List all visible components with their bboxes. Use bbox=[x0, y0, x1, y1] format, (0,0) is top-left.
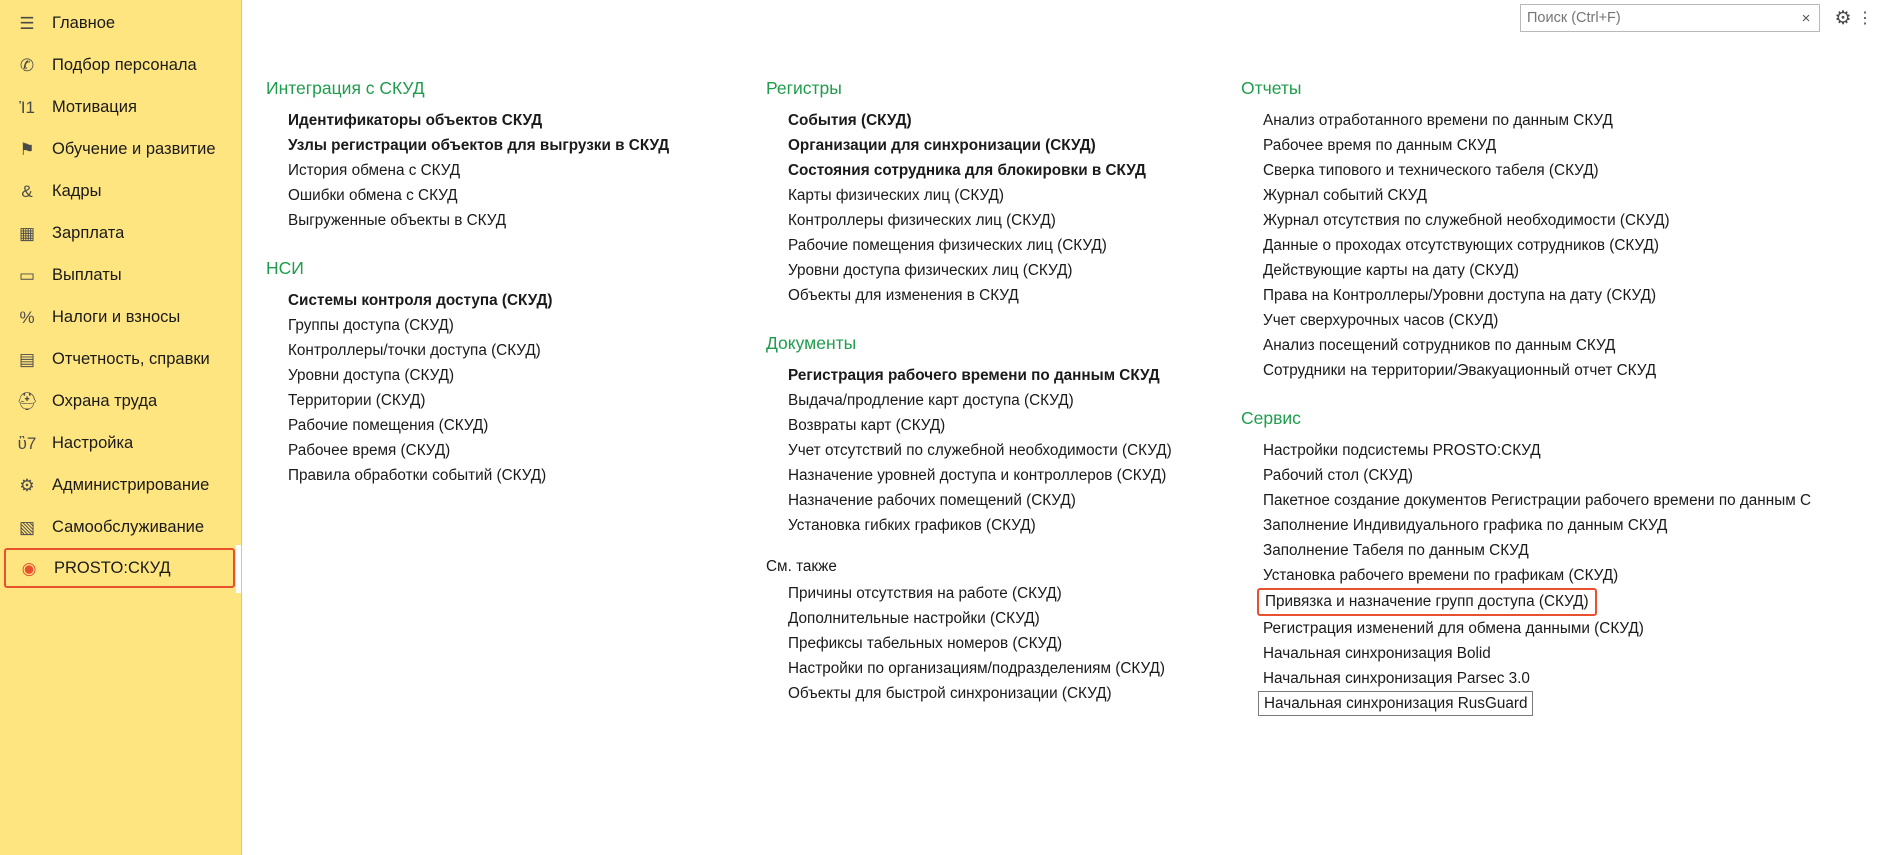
nav-link[interactable]: Настройки подсистемы PROSTO:СКУД bbox=[1263, 442, 1541, 459]
group-title: Документы bbox=[766, 333, 857, 353]
column-integration bbox=[266, 78, 766, 741]
nav-link[interactable]: Объекты для изменения в СКУД bbox=[788, 287, 1019, 304]
sidebar-item-label: PROSTO:СКУД bbox=[54, 558, 171, 577]
sidebar-item-label: Кадры bbox=[52, 181, 102, 200]
nav-link[interactable]: Начальная синхронизация Bolid bbox=[1263, 645, 1491, 662]
link-group bbox=[1241, 78, 1881, 383]
nav-link[interactable]: Выгруженные объекты в СКУД bbox=[288, 212, 507, 229]
search-input[interactable] bbox=[1521, 5, 1793, 31]
sidebar-item-0[interactable] bbox=[0, 2, 241, 44]
sidebar-item-label: Самообслуживание bbox=[52, 517, 205, 536]
gear-icon: ⚙ bbox=[19, 475, 35, 495]
nav-link[interactable]: Учет сверхурочных часов (СКУД) bbox=[1263, 312, 1499, 329]
nav-link[interactable]: Контроллеры физических лиц (СКУД) bbox=[788, 212, 1056, 229]
group-title: НСИ bbox=[266, 258, 304, 278]
nav-link[interactable]: Причины отсутствия на работе (СКУД) bbox=[788, 585, 1062, 602]
sidebar-item-label: Налоги и взносы bbox=[52, 307, 181, 326]
sidebar-item-label: Настройка bbox=[52, 433, 134, 452]
nav-link[interactable]: Настройки по организациям/подразделениям (СКУД) bbox=[788, 660, 1165, 677]
wrench-icon: ὒ7 bbox=[17, 433, 37, 453]
nav-link[interactable]: Начальная синхронизация RusGuard bbox=[1258, 691, 1533, 716]
nav-link[interactable]: Установка рабочего времени по графикам (СКУД) bbox=[1263, 567, 1619, 584]
grid-icon: ▦ bbox=[18, 223, 36, 243]
search-box[interactable] bbox=[1520, 4, 1820, 32]
sidebar-item-label: Выплаты bbox=[52, 265, 122, 284]
navigation-columns bbox=[266, 78, 1882, 741]
nav-link[interactable]: Рабочие помещения (СКУД) bbox=[288, 417, 489, 434]
nav-link[interactable]: Права на Контроллеры/Уровни доступа на дату (СКУД) bbox=[1263, 287, 1657, 304]
graduation-cap-icon: ⚑ bbox=[19, 139, 35, 159]
link-group bbox=[766, 78, 1241, 308]
sidebar-item-9[interactable] bbox=[0, 380, 241, 422]
sidebar-item-label: Главное bbox=[52, 13, 116, 32]
nav-link[interactable]: Возвраты карт (СКУД) bbox=[788, 417, 946, 434]
link-group bbox=[266, 258, 766, 488]
nav-link[interactable]: Начальная синхронизация Parsec 3.0 bbox=[1263, 670, 1530, 687]
nav-link[interactable]: Рабочие помещения физических лиц (СКУД) bbox=[788, 237, 1107, 254]
nav-link[interactable]: Заполнение Индивидуального графика по данным СКУД bbox=[1263, 517, 1668, 534]
sidebar-item-3[interactable] bbox=[0, 128, 241, 170]
nav-link[interactable]: Ошибки обмена с СКУД bbox=[288, 187, 458, 204]
nav-link[interactable]: Организации для синхронизации (СКУД) bbox=[788, 137, 1096, 154]
nav-link[interactable]: Уровни доступа физических лиц (СКУД) bbox=[788, 262, 1073, 279]
sidebar-item-label: Зарплата bbox=[52, 223, 125, 242]
nav-link[interactable]: Назначение уровней доступа и контроллеров (СКУД) bbox=[788, 467, 1167, 484]
nav-link[interactable]: Узлы регистрации объектов для выгрузки в СКУД bbox=[288, 137, 670, 154]
group-title: Интеграция с СКУД bbox=[266, 78, 425, 98]
column-reports bbox=[1241, 78, 1881, 741]
card-icon: ▧ bbox=[18, 517, 36, 537]
gift-icon: Ἰ1 bbox=[19, 97, 35, 117]
sidebar-item-11[interactable] bbox=[0, 464, 241, 506]
nav-link[interactable]: Выдача/продление карт доступа (СКУД) bbox=[788, 392, 1074, 409]
nav-link[interactable]: Рабочее время по данным СКУД bbox=[1263, 137, 1497, 154]
nav-link[interactable]: Объекты для быстрой синхронизации (СКУД) bbox=[788, 685, 1112, 702]
nav-link[interactable]: Журнал событий СКУД bbox=[1263, 187, 1428, 204]
nav-link[interactable]: Дополнительные настройки (СКУД) bbox=[788, 610, 1040, 627]
see-also-heading: См. также bbox=[766, 558, 837, 575]
group-title: Сервис bbox=[1241, 408, 1301, 428]
nav-link[interactable]: Префиксы табельных номеров (СКУД) bbox=[788, 635, 1063, 652]
helmet-icon: ⛑ bbox=[16, 391, 38, 411]
sidebar-item-label: Администрирование bbox=[52, 475, 210, 494]
sidebar-item-label: Обучение и развитие bbox=[52, 139, 216, 158]
nav-link[interactable]: Территории (СКУД) bbox=[288, 392, 426, 409]
sidebar-active-indicator bbox=[236, 545, 241, 593]
sidebar-item-label: Охрана труда bbox=[52, 391, 158, 410]
nav-link[interactable]: Рабочий стол (СКУД) bbox=[1263, 467, 1413, 484]
sidebar bbox=[0, 0, 242, 855]
nav-link[interactable]: Журнал отсутствия по служебной необходимости (СКУД) bbox=[1263, 212, 1670, 229]
hamburger-icon: ☰ bbox=[19, 13, 35, 33]
nav-link[interactable]: Установка гибких графиков (СКУД) bbox=[788, 517, 1036, 534]
nav-link[interactable]: События (СКУД) bbox=[788, 112, 912, 129]
nav-link[interactable]: Рабочее время (СКУД) bbox=[288, 442, 451, 459]
sidebar-items bbox=[0, 2, 241, 588]
sidebar-item-1[interactable] bbox=[0, 44, 241, 86]
sidebar-item-label: Подбор персонала bbox=[52, 55, 197, 74]
sidebar-item-8[interactable] bbox=[0, 338, 241, 380]
megaphone-icon: ✆ bbox=[19, 55, 35, 75]
sidebar-item-4[interactable] bbox=[0, 170, 241, 212]
sidebar-item-7[interactable] bbox=[0, 296, 241, 338]
sidebar-item-5[interactable] bbox=[0, 212, 241, 254]
nav-link[interactable]: Группы доступа (СКУД) bbox=[288, 317, 454, 334]
column-registers bbox=[766, 78, 1241, 741]
nav-link[interactable]: Сотрудники на территории/Эвакуационный отчет СКУД bbox=[1263, 362, 1657, 379]
close-icon[interactable]: × bbox=[1801, 9, 1811, 27]
document-icon: ▤ bbox=[18, 349, 36, 369]
people-icon: & bbox=[21, 181, 33, 201]
nav-link[interactable]: Идентификаторы объектов СКУД bbox=[288, 112, 543, 129]
main-content bbox=[242, 0, 1882, 855]
nav-link[interactable]: Сверка типового и технического табеля (СКУД) bbox=[1263, 162, 1599, 179]
nav-link[interactable]: Учет отсутствий по служебной необходимости (СКУД) bbox=[788, 442, 1172, 459]
nav-link[interactable]: История обмена с СКУД bbox=[288, 162, 461, 179]
link-group bbox=[1241, 408, 1881, 716]
sidebar-item-12[interactable] bbox=[0, 506, 241, 548]
nav-link[interactable]: Регистрация изменений для обмена данными (СКУД) bbox=[1263, 620, 1644, 637]
nav-link[interactable]: Уровни доступа (СКУД) bbox=[288, 367, 455, 384]
sidebar-item-13[interactable] bbox=[4, 548, 235, 588]
gear-icon[interactable]: ⚙ bbox=[1834, 7, 1852, 29]
nav-link[interactable]: Регистрация рабочего времени по данным СКУД bbox=[788, 367, 1160, 384]
link-group bbox=[266, 78, 766, 233]
nav-link[interactable]: Анализ посещений сотрудников по данным СКУД bbox=[1263, 337, 1616, 354]
sidebar-item-label: Мотивация bbox=[52, 97, 137, 116]
nav-link[interactable]: Карты физических лиц (СКУД) bbox=[788, 187, 1004, 204]
percent-icon: % bbox=[19, 307, 35, 327]
sidebar-item-6[interactable] bbox=[0, 254, 241, 296]
group-title: Отчеты bbox=[1241, 78, 1302, 98]
link-group bbox=[766, 333, 1241, 706]
wallet-icon: ▭ bbox=[18, 265, 36, 285]
nav-link[interactable]: Анализ отработанного времени по данным СКУД bbox=[1263, 112, 1613, 129]
sidebar-item-label: Отчетность, справки bbox=[52, 349, 210, 368]
nav-link[interactable]: Данные о проходах отсутствующих сотрудников (СКУД) bbox=[1263, 237, 1659, 254]
nav-link[interactable]: Привязка и назначение групп доступа (СКУД) bbox=[1257, 588, 1597, 616]
nav-link[interactable]: Назначение рабочих помещений (СКУД) bbox=[788, 492, 1076, 509]
nav-link[interactable]: Состояния сотрудника для блокировки в СКУД bbox=[788, 162, 1146, 179]
nav-link[interactable]: Правила обработки событий (СКУД) bbox=[288, 467, 547, 484]
more-options-icon[interactable]: ⋮ bbox=[1857, 10, 1873, 27]
top-toolbar bbox=[1520, 0, 1882, 36]
nav-link[interactable]: Системы контроля доступа (СКУД) bbox=[288, 292, 553, 309]
sidebar-item-2[interactable] bbox=[0, 86, 241, 128]
nav-link[interactable]: Контроллеры/точки доступа (СКУД) bbox=[288, 342, 541, 359]
nav-link[interactable]: Заполнение Табеля по данным СКУД bbox=[1263, 542, 1529, 559]
group-title: Регистры bbox=[766, 78, 842, 98]
circle-dot-icon: ◉ bbox=[21, 558, 37, 578]
nav-link[interactable]: Действующие карты на дату (СКУД) bbox=[1263, 262, 1519, 279]
nav-link[interactable]: Пакетное создание документов Регистрации рабочего времени по данным С bbox=[1263, 492, 1812, 509]
sidebar-item-10[interactable] bbox=[0, 422, 241, 464]
